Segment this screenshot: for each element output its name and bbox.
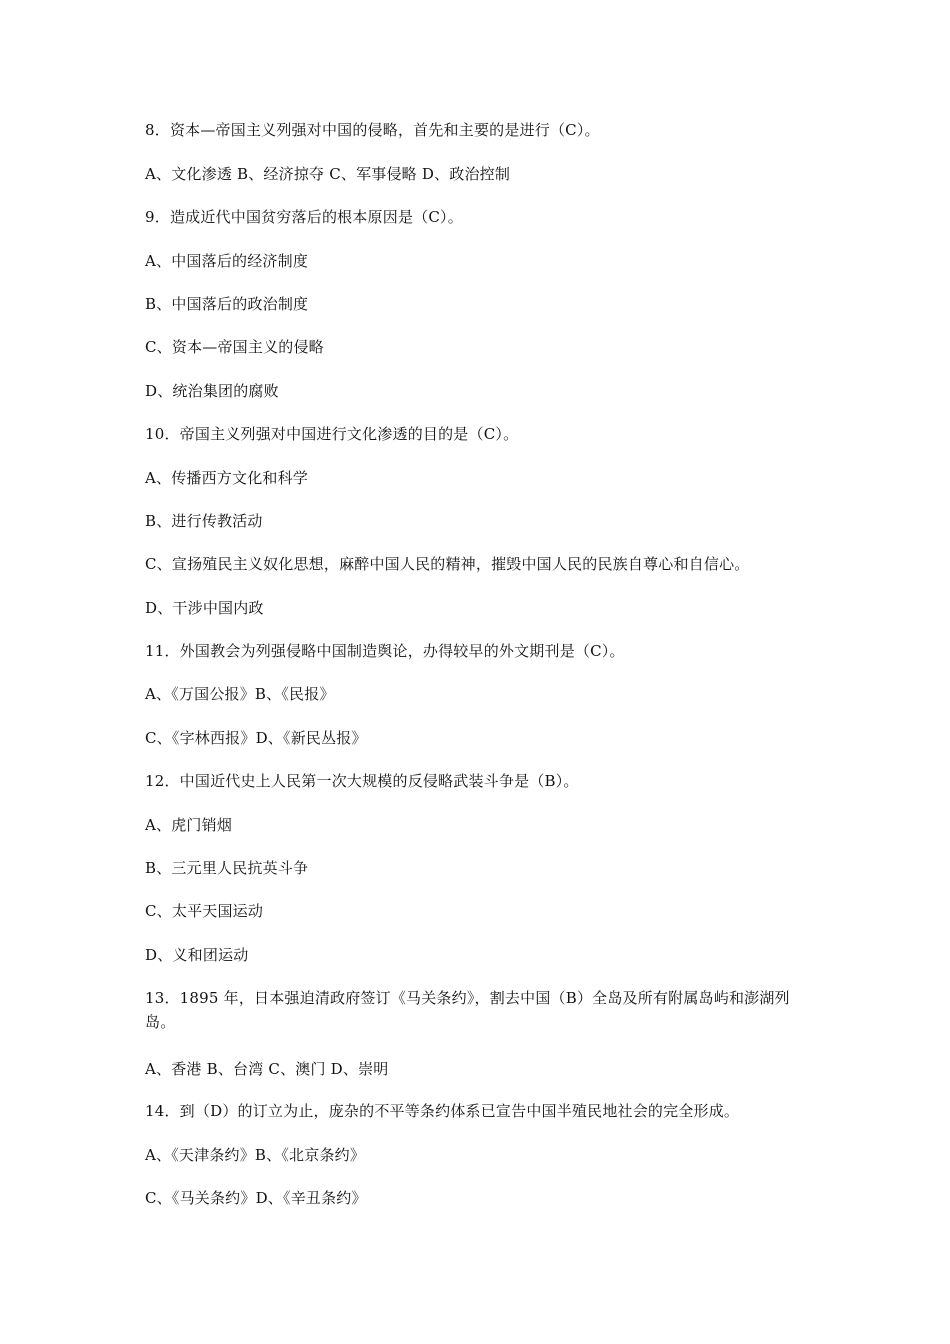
question-8: 8．资本—帝国主义列强对中国的侵略，首先和主要的是进行（C）。 [145,121,600,139]
question-11-options-ab: A、《万国公报》B、《民报》 [145,685,335,703]
question-10: 10．帝国主义列强对中国进行文化渗透的目的是（C）。 [145,425,519,443]
question-9-option-c: C、资本—帝国主义的侵略 [145,338,324,356]
question-14: 14．到（D）的订立为止，庞杂的不平等条约体系已宣告中国半殖民地社会的完全形成。 [145,1102,740,1120]
question-10-option-a: A、传播西方文化和科学 [145,469,309,487]
question-13: 13．1895 年，日本强迫清政府签订《马关条约》，割去中国（B）全岛及所有附属岛屿和澎湖列岛。 [145,989,790,1031]
question-14-options-cd: C、《马关条约》D、《辛丑条约》 [145,1189,367,1207]
question-14-options-ab: A、《天津条约》B、《北京条约》 [145,1146,366,1164]
question-9-option-d: D、统治集团的腐败 [145,382,279,400]
question-12: 12．中国近代史上人民第一次大规模的反侵略武装斗争是（B）。 [145,772,579,790]
question-9: 9．造成近代中国贫穷落后的根本原因是（C）。 [145,208,463,226]
question-9-option-b: B、中国落后的政治制度 [145,295,309,313]
question-12-option-b: B、三元里人民抗英斗争 [145,859,309,877]
question-11: 11．外国教会为列强侵略中国制造舆论，办得较早的外文期刊是（C）。 [145,642,625,660]
question-8-options: A、文化渗透 B、经济掠夺 C、军事侵略 D、政治控制 [145,165,511,183]
question-10-option-c: C、宣扬殖民主义奴化思想，麻醉中国人民的精神，摧毁中国人民的民族自尊心和自信心。 [145,555,750,573]
question-10-option-d: D、干涉中国内政 [145,599,264,617]
question-12-option-a: A、虎门销烟 [145,816,233,834]
question-12-option-c: C、太平天国运动 [145,902,264,920]
question-12-option-d: D、义和团运动 [145,946,249,964]
question-13-options: A、香港 B、台湾 C、澳门 D、崇明 [145,1060,389,1078]
question-11-options-cd: C、《字林西报》D、《新民丛报》 [145,729,367,747]
question-10-option-b: B、进行传教活动 [145,512,263,530]
question-9-option-a: A、中国落后的经济制度 [145,252,309,270]
